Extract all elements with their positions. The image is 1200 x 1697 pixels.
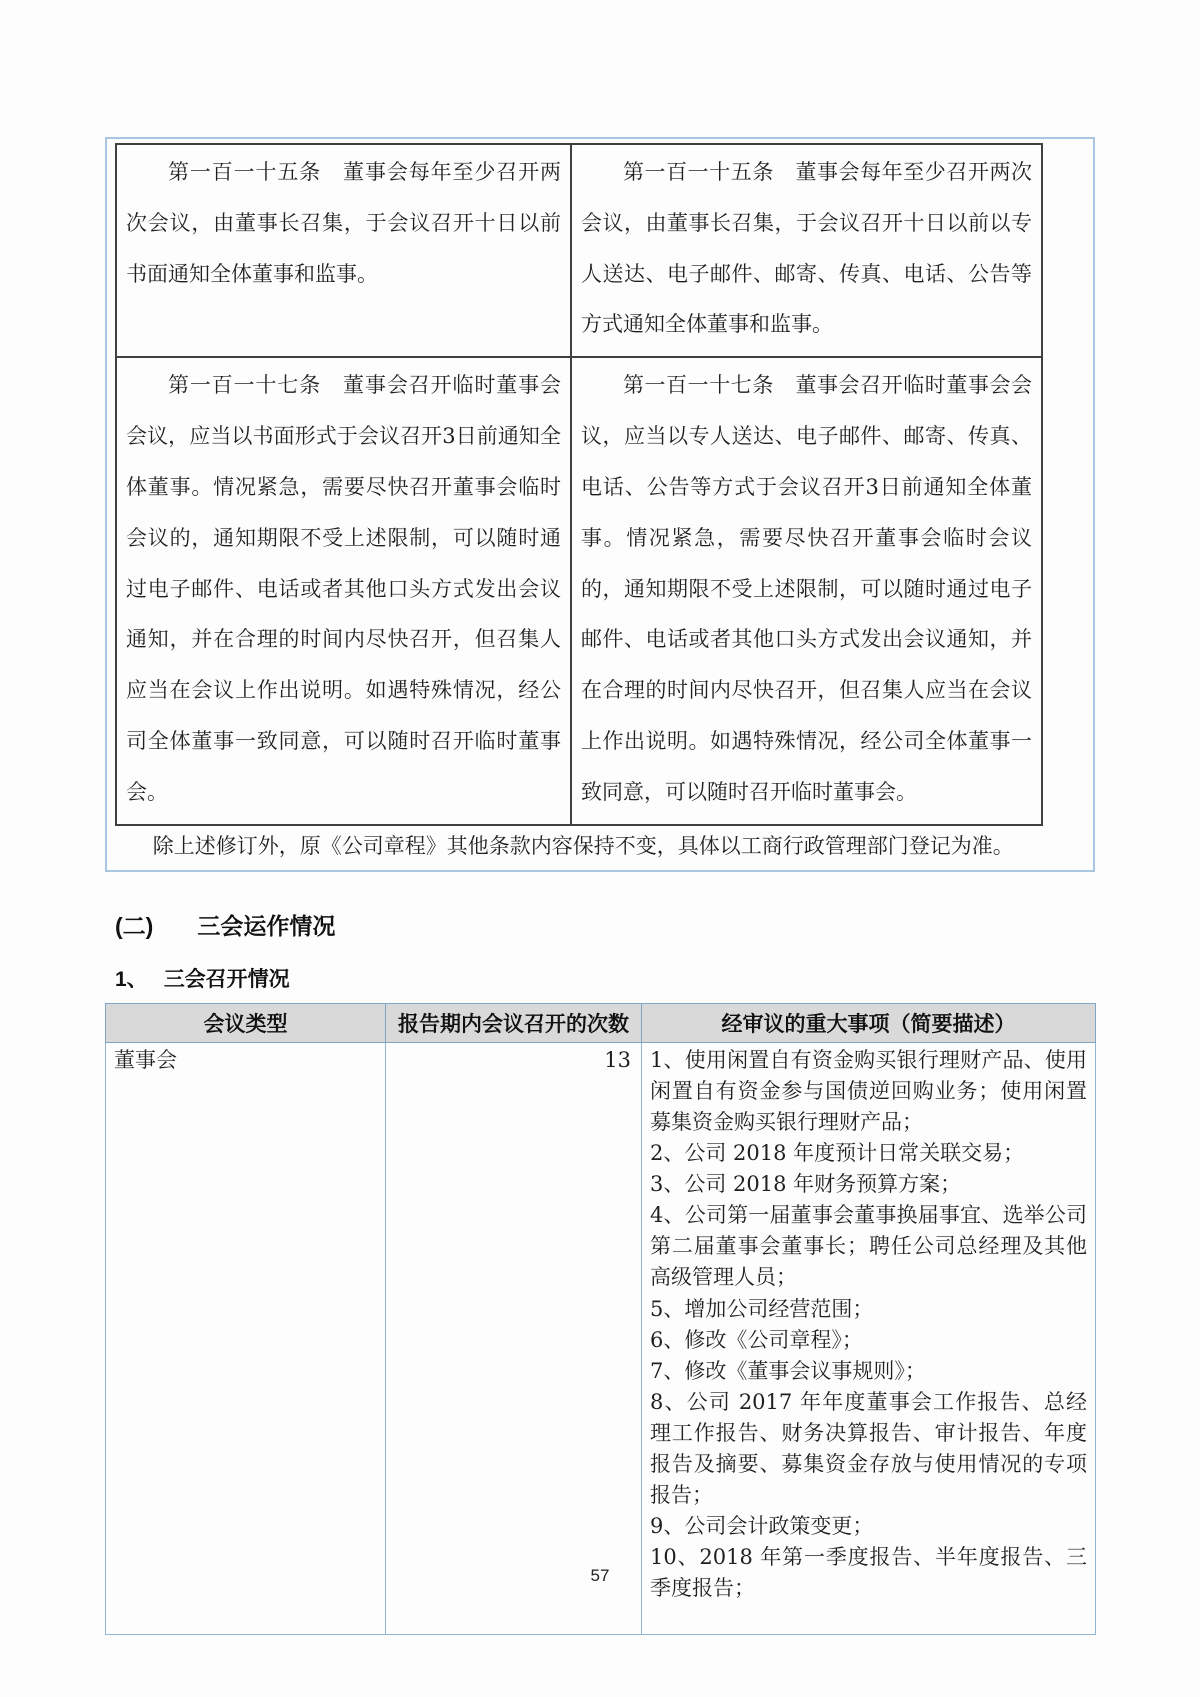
page-number: 57 — [590, 1566, 610, 1585]
table-row-article-117 — [116, 357, 1042, 824]
header-major-matters: 经审议的重大事项（简要描述） — [642, 1003, 1096, 1042]
header-meeting-type: 会议类型 — [106, 1003, 386, 1042]
section-label: (二) — [115, 912, 154, 939]
meetings-table-header-row — [106, 1003, 1096, 1042]
matter-item-10: 10、2018 年第一季度报告、半年度报告、三季度报告； — [650, 1545, 1087, 1601]
header-meeting-count: 报告期内会议召开的次数 — [386, 1003, 642, 1042]
meeting-count-cell: 13 — [386, 1042, 642, 1634]
subsection-label: 1、 — [115, 967, 148, 991]
meeting-matters-cell — [642, 1042, 1096, 1634]
subsection-heading — [115, 963, 1095, 993]
meetings-table — [105, 1003, 1096, 1635]
matter-item-8: 8、公司 2017 年年度董事会工作报告、总经理工作报告、财务决算报告、审计报告、年度报告及摘要、募集资金存放与使用情况的专项报告； — [650, 1389, 1087, 1507]
table-row-article-115 — [116, 144, 1042, 357]
subsection-title: 三会召开情况 — [163, 967, 290, 991]
section-title: 三会运作情况 — [197, 912, 336, 939]
charter-amendment-table — [115, 143, 1043, 826]
matter-item-2: 2、公司 2018 年度预计日常关联交易； — [650, 1141, 1025, 1166]
amendment-note: 除上述修订外，原《公司章程》其他条款内容保持不变，具体以工商行政管理部门登记为准。 — [152, 833, 1014, 858]
section-heading — [115, 908, 1095, 941]
matter-item-5: 5、增加公司经营范围； — [650, 1296, 874, 1321]
matter-item-6: 6、修改《公司章程》； — [650, 1327, 863, 1352]
meeting-type-cell: 董事会 — [106, 1042, 386, 1634]
article-115-new-text: 第一百一十五条 董事会每年至少召开两次会议，由董事长召集，于会议召开十日以前以专人送达、电子邮件、邮寄、传真、电话、公告等方式通知全体董事和监事。 — [571, 144, 1042, 357]
matter-item-7: 7、修改《董事会议事规则》； — [650, 1358, 926, 1383]
table-row-board-meetings — [106, 1042, 1096, 1634]
matter-item-1: 1、使用闲置自有资金购买银行理财产品、使用闲置自有资金参与国债逆回购业务；使用闲置募集资金购买银行理财产品； — [650, 1047, 1087, 1135]
matter-item-9: 9、公司会计政策变更； — [650, 1514, 874, 1539]
matter-item-4: 4、公司第一届董事会董事换届事宜、选举公司第二届董事会董事长；聘任公司总经理及其他高级管理人员； — [650, 1203, 1087, 1290]
article-115-old-text: 第一百一十五条 董事会每年至少召开两次会议，由董事长召集，于会议召开十日以前书面通知全体董事和监事。 — [116, 144, 571, 357]
article-117-old-text: 第一百一十七条 董事会召开临时董事会会议，应当以书面形式于会议召开3日前通知全体董事。情况紧急，需要尽快召开董事会临时会议的，通知期限不受上述限制，可以随时通过电子邮件、电话或者其他口头方式发出会议通知，并在合理的时间内尽快召开，但召集人应当在会议上作出说明。如遇特殊情况，经公司全体董事一致同意，可以随时召开临时董事会。 — [116, 357, 571, 824]
matter-item-3: 3、公司 2018 年财务预算方案； — [650, 1172, 962, 1197]
article-117-new-text: 第一百一十七条 董事会召开临时董事会会议，应当以专人送达、电子邮件、邮寄、传真、电话、公告等方式于会议召开3日前通知全体董事。情况紧急，需要尽快召开董事会临时会议的，通知期限不受上述限制，可以随时通过电子邮件、电话或者其他口头方式发出会议通知，并在合理的时间内尽快召开，但召集人应当在会议上作出说明。如遇特殊情况，经公司全体董事一致同意，可以随时召开临时董事会。 — [571, 357, 1042, 824]
charter-amendment-box — [105, 137, 1095, 872]
